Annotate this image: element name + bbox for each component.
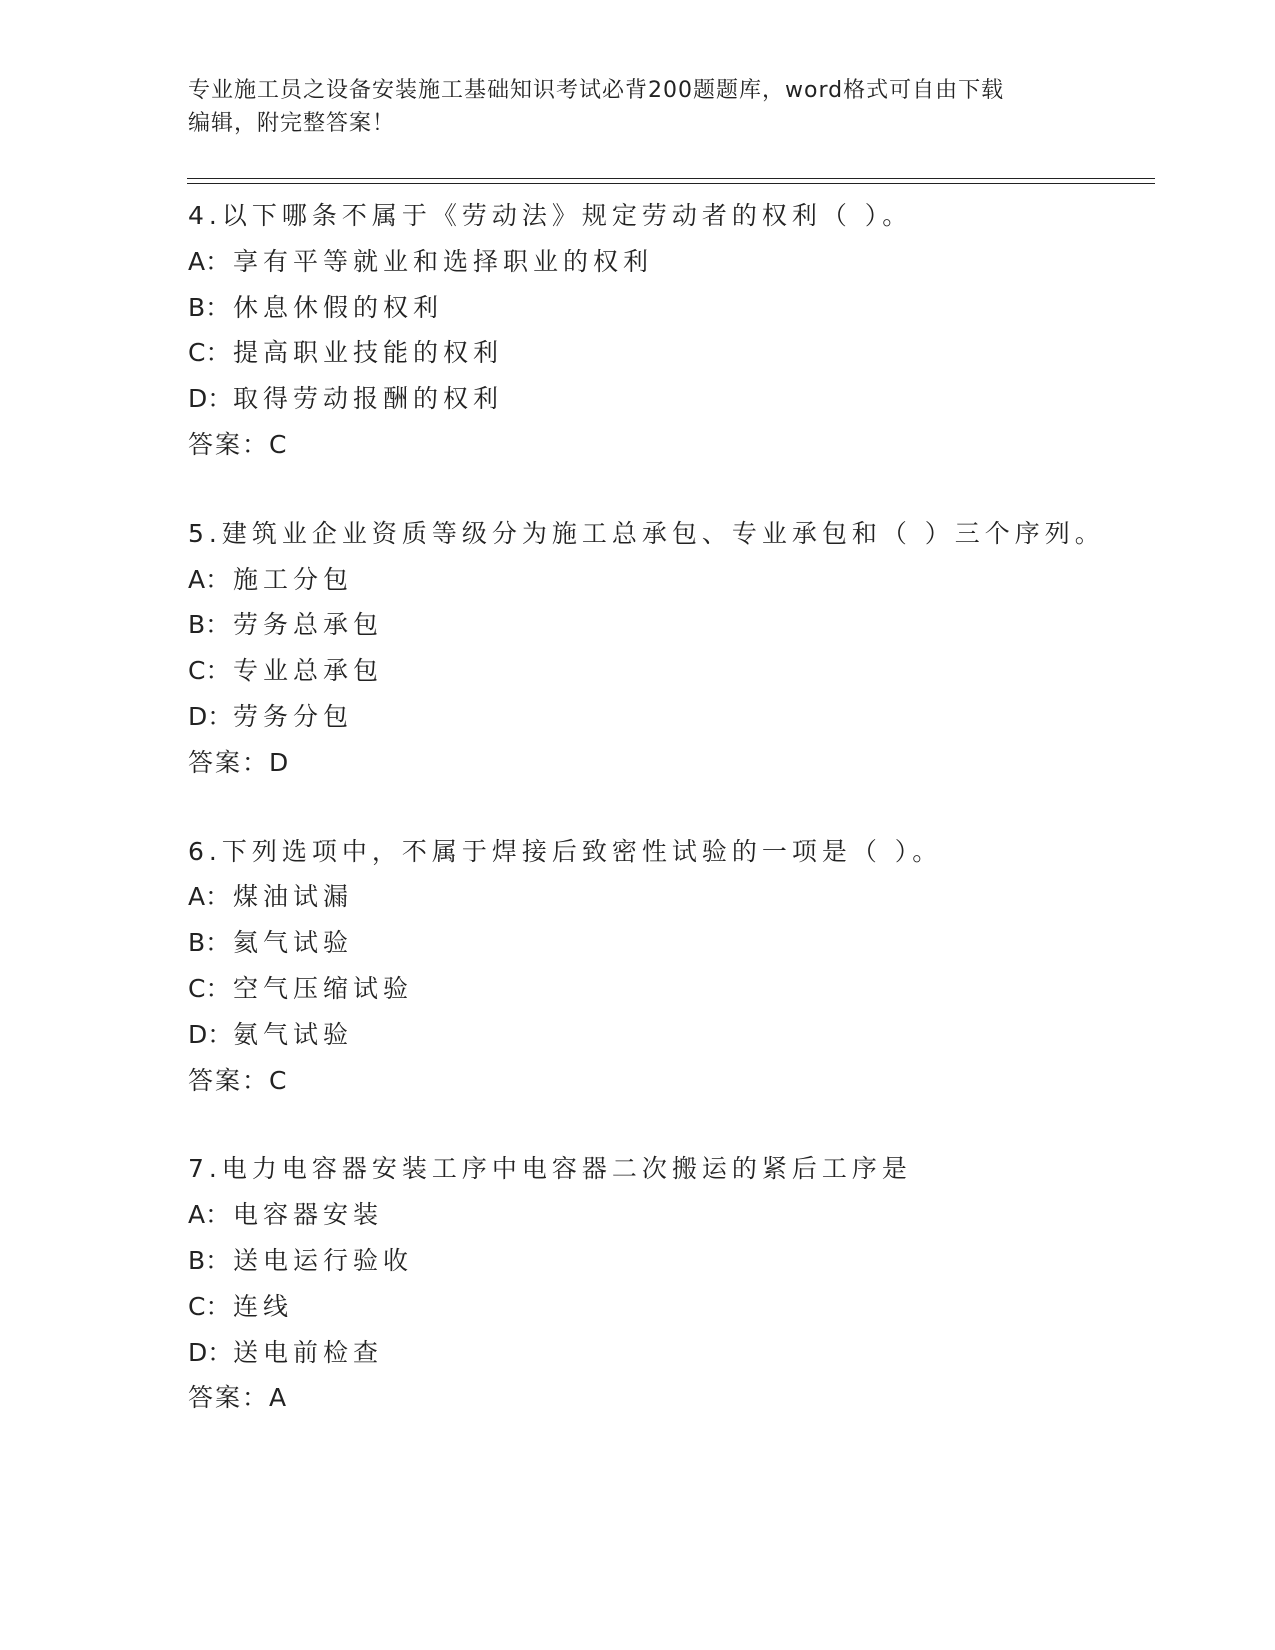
option-d: [188, 1012, 1148, 1058]
answer-label: 答案：: [188, 1383, 270, 1413]
question-item: [188, 511, 1148, 786]
option-text: 专业总承包: [233, 656, 384, 686]
option-letter: C：: [188, 656, 231, 686]
question-stem: 6.下列选项中，不属于焊接后致密性试验的一项是（ ）。: [188, 836, 943, 866]
option-b: [188, 1238, 1148, 1284]
option-text: 享有平等就业和选择职业的权利: [233, 246, 654, 276]
question-stem: 7.电力电容器安装工序中电容器二次搬运的紧后工序是: [188, 1154, 912, 1184]
answer-value: D: [269, 747, 294, 777]
header-title-line1: 专业施工员之设备安装施工基础知识考试必背200题题库，word格式可自由下载: [188, 78, 1005, 103]
question-stem: 5.建筑业企业资质等级分为施工总承包、专业承包和（ ）三个序列。: [188, 518, 1105, 548]
option-letter: B：: [188, 292, 231, 322]
answer-value: A: [269, 1383, 292, 1413]
header-divider-top: [187, 178, 1155, 179]
option-text: 氦气试验: [233, 928, 354, 958]
answer-line: [188, 422, 1148, 468]
option-text: 劳务总承包: [233, 610, 384, 640]
option-letter: B：: [188, 610, 231, 640]
option-c: [188, 1284, 1148, 1330]
option-d: [188, 1330, 1148, 1376]
answer-value: C: [269, 1065, 292, 1095]
option-d: [188, 694, 1148, 740]
option-text: 劳务分包: [233, 701, 354, 731]
option-text: 休息休假的权利: [233, 292, 444, 322]
option-d: [188, 376, 1148, 422]
answer-value: C: [269, 429, 292, 459]
option-text: 提高职业技能的权利: [233, 338, 504, 368]
header-divider-bottom: [187, 183, 1155, 184]
option-text: 空气压缩试验: [233, 973, 414, 1003]
question-item: [188, 193, 1148, 468]
answer-label: 答案：: [188, 429, 270, 459]
option-b: [188, 602, 1148, 648]
option-text: 送电前检查: [233, 1337, 384, 1367]
option-letter: C：: [188, 973, 231, 1003]
option-text: 施工分包: [233, 564, 354, 594]
option-letter: A：: [188, 564, 231, 594]
option-letter: A：: [188, 1200, 231, 1230]
option-c: [188, 648, 1148, 694]
answer-label: 答案：: [188, 747, 270, 777]
option-c: [188, 330, 1148, 376]
header-title-line2: 编辑，附完整答案！: [188, 111, 396, 136]
option-letter: D：: [188, 701, 233, 731]
option-letter: B：: [188, 1245, 231, 1275]
option-text: 连线: [233, 1291, 294, 1321]
answer-line: [188, 1375, 1148, 1421]
option-text: 煤油试漏: [233, 882, 354, 912]
option-c: [188, 966, 1148, 1012]
question-item: [188, 1146, 1148, 1421]
answer-line: [188, 740, 1148, 786]
option-letter: A：: [188, 246, 231, 276]
option-text: 电容器安装: [233, 1200, 384, 1230]
option-a: [188, 1192, 1148, 1238]
answer-label: 答案：: [188, 1065, 270, 1095]
option-text: 送电运行验收: [233, 1245, 414, 1275]
question-stem: 4.以下哪条不属于《劳动法》规定劳动者的权利（ ）。: [188, 201, 913, 230]
option-a: [188, 557, 1148, 603]
option-letter: A：: [188, 882, 231, 912]
answer-line: [188, 1058, 1148, 1104]
question-list: [188, 193, 1148, 1464]
option-b: [188, 920, 1148, 966]
option-a: [188, 239, 1148, 285]
option-letter: B：: [188, 928, 231, 958]
question-item: [188, 829, 1148, 1104]
option-letter: D：: [188, 384, 233, 414]
option-letter: D：: [188, 1019, 233, 1049]
option-letter: D：: [188, 1337, 233, 1367]
option-letter: C：: [188, 338, 231, 368]
option-text: 氨气试验: [233, 1019, 354, 1049]
document-header: [188, 74, 1088, 140]
option-a: [188, 874, 1148, 920]
option-text: 取得劳动报酬的权利: [233, 384, 504, 414]
option-letter: C：: [188, 1291, 231, 1321]
option-b: [188, 285, 1148, 331]
